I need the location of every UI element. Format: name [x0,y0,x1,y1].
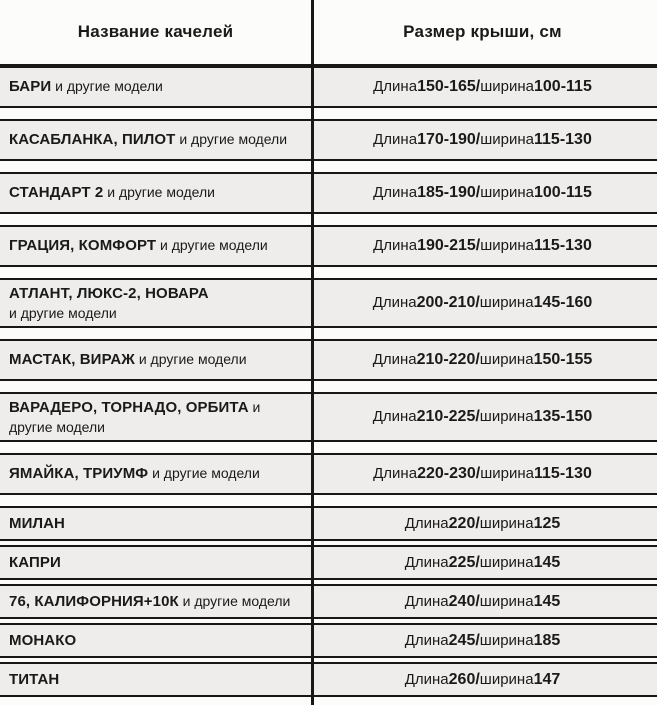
size-length-label: Длина [373,465,418,482]
size-length-label: Длина [372,351,417,368]
size-length-label: Длина [404,514,449,532]
table-body [0,66,657,697]
roof-size-cell [311,465,654,483]
roof-size-cell [311,515,654,533]
table-row [0,119,657,161]
swing-name: 76, КАЛИФОРНИЯ+10К [9,592,179,610]
swing-name: ВАРАДЕРО, ТОРНАДО, ОРБИТА [9,399,249,417]
size-separator: / [475,351,480,368]
roof-size-cell [311,294,654,312]
swing-name-suffix: и другие модели [175,131,288,148]
size-width-label: ширина [479,592,534,610]
size-width-value: 135-150 [533,408,593,425]
swing-name: ГРАЦИЯ, КОМФОРТ [9,237,157,255]
size-length-value: 185-190 [417,184,476,201]
size-width-label: ширина [479,553,534,571]
swing-name: КАПРИ [9,553,61,571]
swing-name-suffix: и другие модели [51,78,163,95]
roof-size-cell [311,184,654,202]
swing-name-suffix: и другие модели [9,304,117,321]
swing-name-suffix: и другие модели [103,184,215,201]
header-size-label: Размер крыши, см [403,22,562,41]
size-separator: / [475,294,480,311]
size-width-label: ширина [480,184,534,201]
swing-name: МОНАКО [9,631,77,649]
size-length-value: 225 [448,553,476,571]
size-width-value: 145 [533,553,561,571]
swing-name-suffix: и другие модели [9,399,261,435]
size-width-label: ширина [480,465,534,482]
size-length-label: Длина [373,237,418,254]
size-length-value: 210-220 [416,351,476,368]
roof-size-cell [311,671,654,689]
swing-name: БАРИ [9,78,52,96]
header-name-label: Название качелей [77,22,234,41]
size-length-label: Длина [404,670,449,688]
table-row [0,584,657,619]
table-header [0,0,657,66]
swing-name-cell [0,394,311,440]
table-row [0,545,657,580]
size-length-value: 210-225 [416,408,476,425]
size-width-value: 125 [533,514,561,532]
size-width-label: ширина [480,78,534,95]
swing-name: ТИТАН [9,670,60,688]
swing-name-cell [0,460,311,488]
size-width-value: 115-130 [534,465,592,482]
roof-size-cell [311,237,654,255]
size-length-label: Длина [404,592,449,610]
table-row [0,392,657,442]
size-separator: / [475,592,480,610]
size-length-value: 190-215 [417,237,476,254]
size-width-label: ширина [479,408,534,425]
size-length-label: Длина [404,631,449,649]
table-row [0,278,657,328]
size-width-label: ширина [479,514,534,532]
swing-name-cell [0,510,311,538]
swing-name-cell [0,73,311,101]
table-row [0,623,657,658]
table-row [0,66,657,108]
table-row [0,172,657,214]
table-row [0,225,657,267]
swing-name-cell [0,588,311,616]
size-length-value: 150-165 [417,78,476,95]
roof-size-cell [311,351,654,369]
roof-size-cell [311,632,654,650]
header-name-column [0,22,311,42]
size-length-value: 220 [448,514,476,532]
swing-name-cell [0,549,311,577]
size-width-value: 100-115 [534,184,592,201]
table-row [0,453,657,495]
size-width-label: ширина [480,131,534,148]
size-width-value: 115-130 [534,131,592,148]
roof-size-cell [311,593,654,611]
size-separator: / [475,670,480,688]
size-width-label: ширина [480,237,534,254]
size-width-label: ширина [479,294,534,311]
swing-name-cell [0,627,311,655]
size-width-value: 115-130 [534,237,592,254]
swing-name-cell [0,232,311,260]
size-separator: / [475,631,480,649]
size-length-value: 245 [448,631,476,649]
size-length-label: Длина [373,184,418,201]
size-length-label: Длина [372,408,417,425]
size-length-value: 240 [448,592,476,610]
size-length-value: 260 [448,670,476,688]
size-width-value: 150-155 [533,351,593,368]
size-separator: / [475,131,481,148]
swing-name: АТЛАНТ, ЛЮКС-2, НОВАРА [9,285,209,303]
roof-size-cell [311,408,654,426]
size-width-label: ширина [479,351,534,368]
swing-name: КАСАБЛАНКА, ПИЛОТ [9,131,176,149]
size-length-label: Длина [404,553,449,571]
size-length-value: 200-210 [416,294,476,311]
size-width-value: 145-160 [533,294,593,311]
size-width-value: 100-115 [534,78,592,95]
swing-name-cell [0,280,311,326]
size-width-label: ширина [479,631,534,649]
swing-name: МАСТАК, ВИРАЖ [9,351,135,369]
size-separator: / [475,78,481,95]
size-length-label: Длина [373,131,418,148]
size-width-value: 145 [533,592,561,610]
swing-name-suffix: и другие модели [178,592,291,609]
table-row [0,662,657,697]
size-length-value: 220-230 [417,465,476,482]
swing-name: ЯМАЙКА, ТРИУМФ [9,465,149,483]
swing-name-cell [0,179,311,207]
size-separator: / [475,184,481,201]
swing-name-suffix: и другие модели [134,351,247,368]
size-separator: / [475,408,480,425]
size-width-label: ширина [479,670,534,688]
swing-name-cell [0,126,311,154]
swing-name-suffix: и другие модели [148,465,260,482]
size-length-label: Длина [372,294,417,311]
header-size-column [311,22,654,42]
roof-size-cell [311,554,654,572]
size-length-label: Длина [373,78,418,95]
size-separator: / [475,465,481,482]
table-row [0,506,657,541]
swing-name: МИЛАН [9,514,65,532]
size-width-value: 147 [533,670,561,688]
roof-size-cell [311,78,654,96]
table-row [0,339,657,381]
size-separator: / [475,553,480,571]
swing-name-suffix: и другие модели [156,237,268,254]
swing-name: СТАНДАРТ 2 [9,184,104,202]
size-width-value: 185 [533,631,561,649]
roof-size-cell [311,131,654,149]
swing-name-cell [0,666,311,694]
size-length-value: 170-190 [417,131,476,148]
column-divider [311,0,314,705]
swing-name-cell [0,346,311,374]
size-separator: / [475,514,480,532]
size-separator: / [475,237,481,254]
